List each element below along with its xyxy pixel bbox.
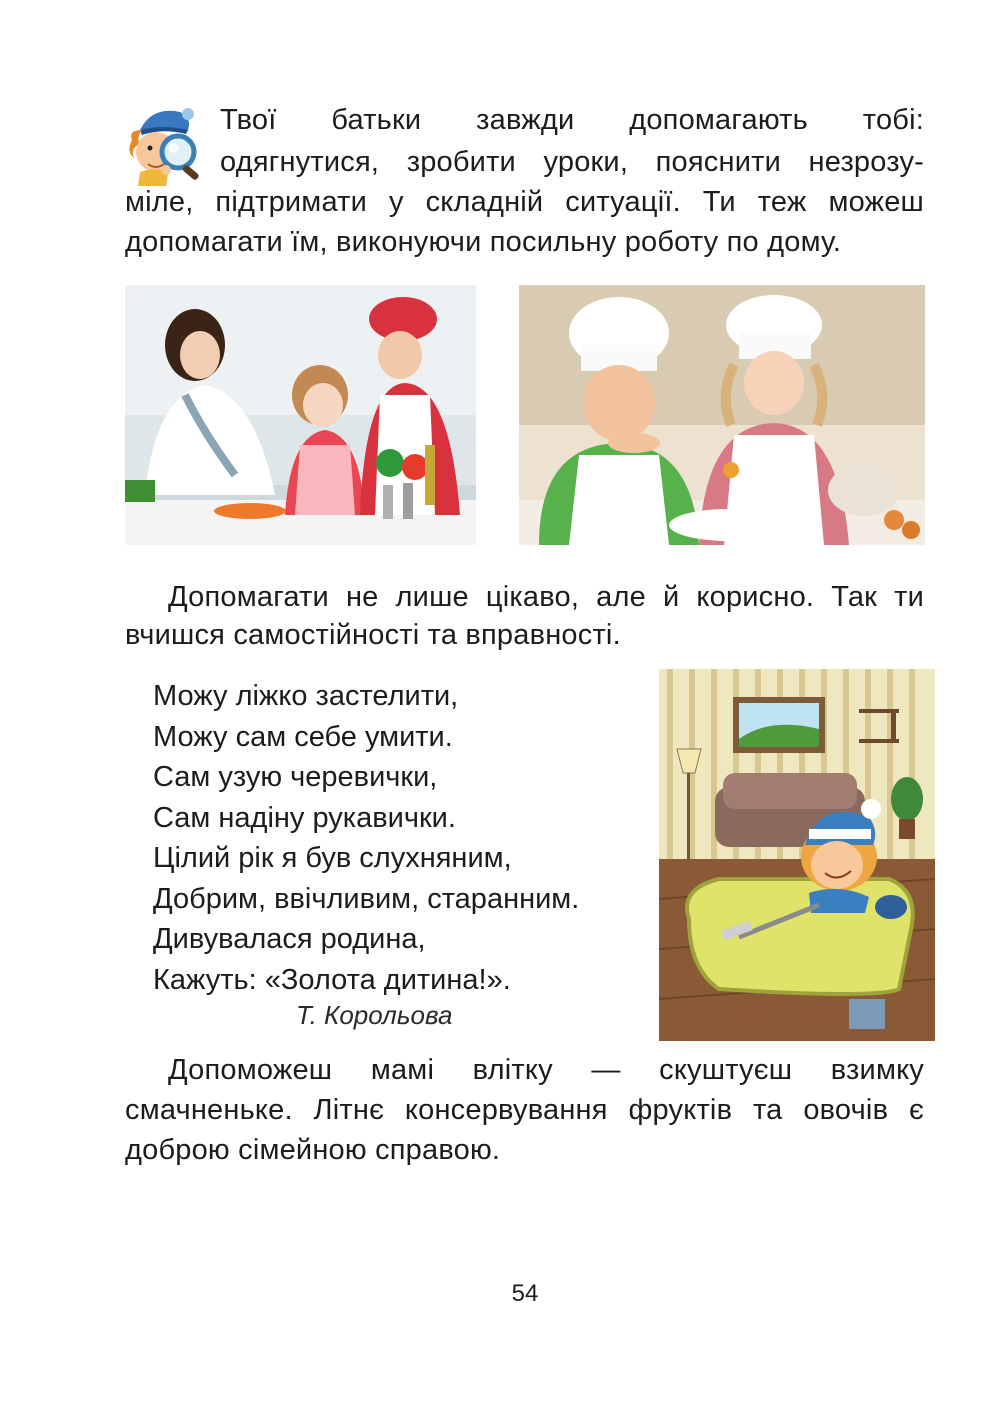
intro-line-1: Твої батьки завжди допомагають тобі: — [220, 104, 924, 136]
paragraph-2-line-2: вчишся самостійності та вправності. — [125, 619, 621, 651]
poem-line: Сам надіну рукавички. — [153, 801, 456, 834]
poem-line: Можу ліжко застелити, — [153, 680, 459, 712]
intro-line-3: міле, підтримати у складній ситуації. Ти теж можеш — [125, 186, 924, 218]
poem-line: Цілий рік я був слухняним, — [153, 842, 512, 874]
poem-line: Сам узую черевички, — [153, 761, 438, 793]
poem-author: Т. Корольова — [296, 1000, 453, 1030]
boy-vacuuming-illustration — [659, 669, 935, 1041]
poem — [153, 676, 579, 1000]
page-number: 54 — [511, 1280, 539, 1307]
intro-line-4: допомагати їм, виконуючи посильну роботу по дому. — [125, 226, 842, 258]
kids-chef-photo — [519, 285, 925, 545]
family-cooking-photo — [125, 285, 476, 545]
paragraph-3-line-3: доброю сімейною справою. — [125, 1134, 501, 1166]
paragraph-2-line-1: Допомагати не лише цікаво, але й корисно. Так ти — [168, 581, 924, 613]
poem-line: Дивувалася родина, — [153, 923, 426, 955]
poem-line: Добрим, ввічливим, старанним. — [153, 882, 580, 915]
magnifying-glass-kid-icon — [122, 100, 208, 186]
poem-line: Кажуть: «Золота дитина!». — [153, 963, 511, 996]
poem-line: Можу сам себе умити. — [153, 720, 453, 753]
intro-line-2: одягнутися, зробити уроки, пояснити незрозу- — [220, 146, 924, 178]
paragraph-3-line-1: Допоможеш мамі влітку — скуштуєш взимку — [168, 1054, 924, 1086]
paragraph-3-line-2: смачненьке. Літнє консервування фруктів та овочів є — [125, 1094, 924, 1126]
